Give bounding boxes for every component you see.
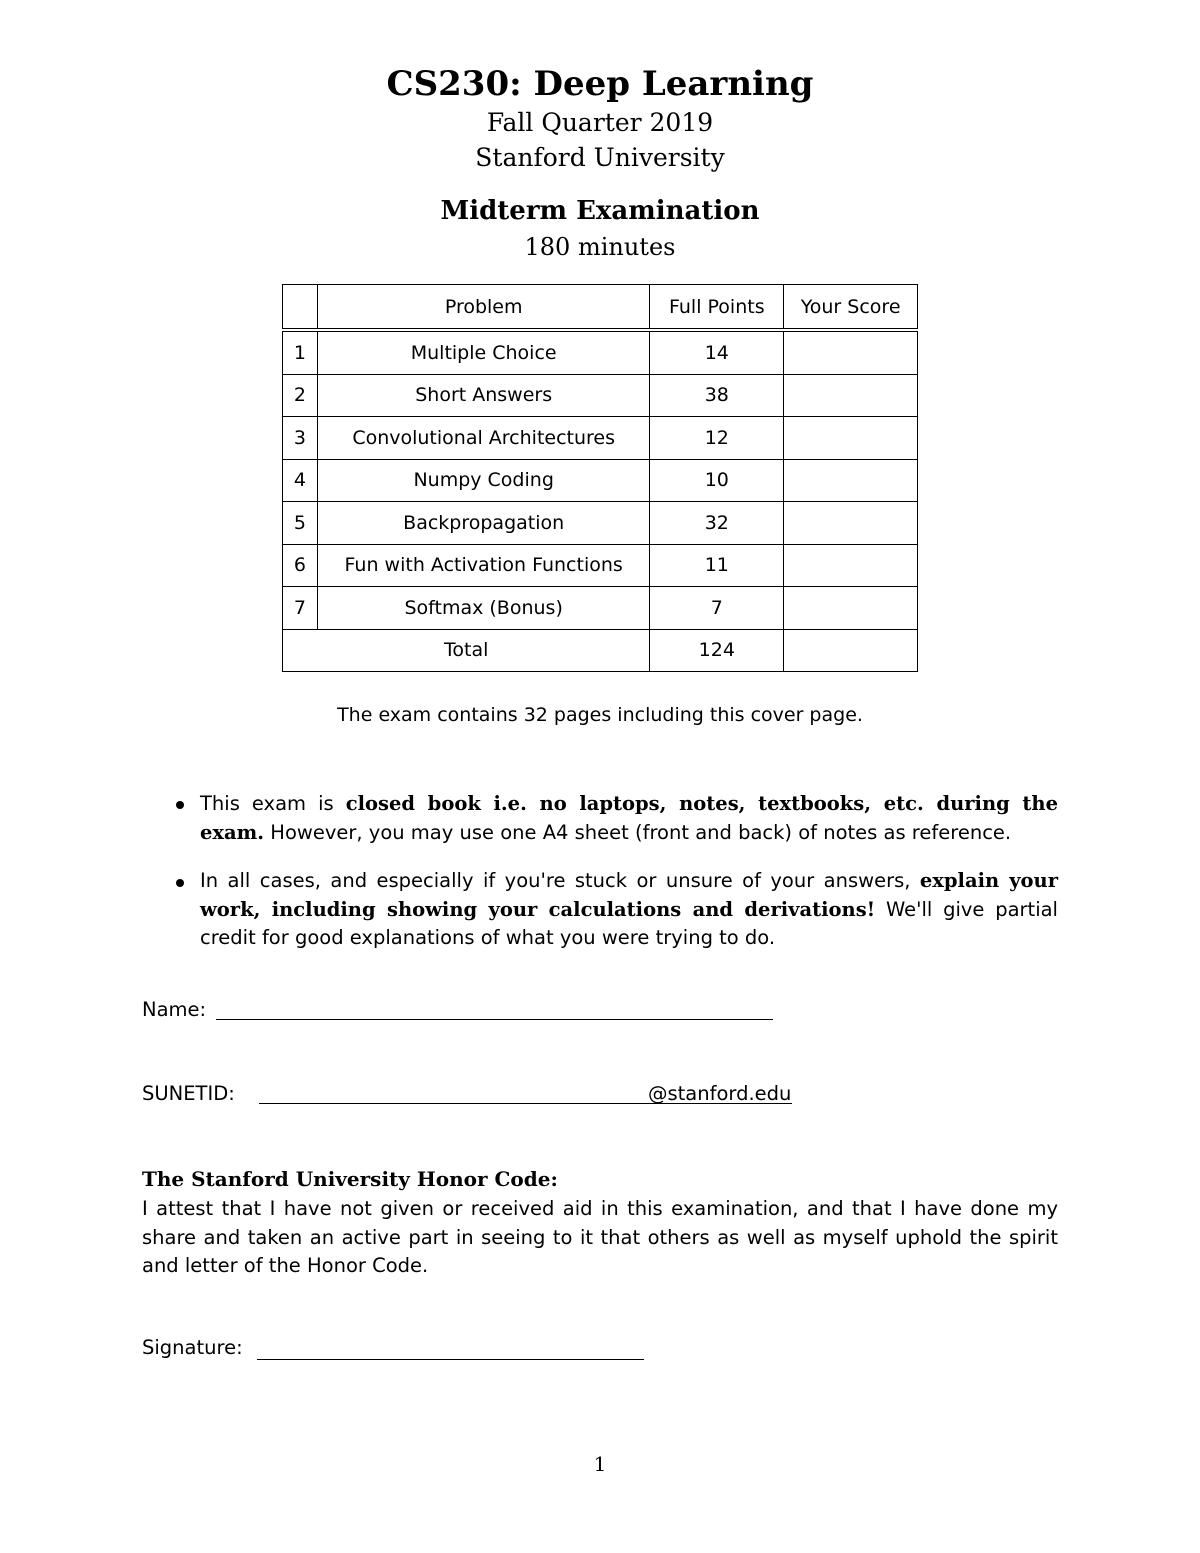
- bullet-icon: [176, 801, 184, 809]
- table-row: [283, 459, 918, 502]
- bullet-icon: [176, 879, 184, 887]
- header-num: [283, 285, 318, 331]
- problem-score: [784, 417, 918, 460]
- sunetid-domain: @stanford.edu: [648, 1082, 792, 1105]
- header-problem: Problem: [317, 285, 650, 331]
- table-row: [283, 544, 918, 587]
- sunetid-label: SUNETID:: [142, 1082, 235, 1105]
- problem-name: Fun with Activation Functions: [317, 544, 650, 587]
- instruction-emphasis: closed book i.e. no laptops, notes, textbooks, etc. during the exam.: [200, 792, 1058, 844]
- problem-number: 4: [283, 459, 318, 502]
- problem-number: 7: [283, 587, 318, 630]
- problem-name: Short Answers: [317, 374, 650, 417]
- term: Fall Quarter 2019: [486, 108, 714, 137]
- problem-points: 32: [650, 502, 784, 545]
- problem-points: 38: [650, 374, 784, 417]
- name-label: Name:: [142, 998, 207, 1021]
- problem-number: 2: [283, 374, 318, 417]
- total-points: 124: [650, 629, 784, 672]
- problem-score: [784, 502, 918, 545]
- page-number: 1: [593, 1452, 607, 1476]
- instruction-explain-work: [200, 867, 1058, 953]
- instruction-emphasis: explain your work, including showing your calculations and derivations!: [200, 869, 1059, 921]
- name-field[interactable]: [216, 1019, 773, 1020]
- total-label: Total: [283, 629, 650, 672]
- exam-title: Midterm Examination: [440, 196, 760, 226]
- problem-name: Multiple Choice: [317, 330, 650, 374]
- table-row: [283, 330, 918, 374]
- total-score: [784, 629, 918, 672]
- table-row: [283, 502, 918, 545]
- page-count-note: The exam contains 32 pages including this cover page.: [337, 704, 863, 726]
- table-row: [283, 374, 918, 417]
- problem-score: [784, 587, 918, 630]
- instruction-text: In all cases, and especially if you're stuck or unsure of your answers,: [200, 869, 920, 892]
- exam-duration: 180 minutes: [524, 233, 676, 261]
- instruction-text: We'll give partial credit for good explanations of what you were trying to do.: [200, 897, 1058, 949]
- problem-number: 5: [283, 502, 318, 545]
- problem-name: Softmax (Bonus): [317, 587, 650, 630]
- table-row: [283, 587, 918, 630]
- problem-points: 12: [650, 417, 784, 460]
- honor-code-text: I attest that I have not given or received aid in this examination, and that I have done my share and taken an active part in seeing to it that others as well as myself uphold the spirit and letter of the Honor Code.: [142, 1197, 1058, 1277]
- problem-points: 10: [650, 459, 784, 502]
- signature-field[interactable]: [257, 1359, 644, 1360]
- problem-points: 7: [650, 587, 784, 630]
- header-full-points: Full Points: [650, 285, 784, 331]
- table-row: [283, 417, 918, 460]
- problem-points: 11: [650, 544, 784, 587]
- problem-name: Convolutional Architectures: [317, 417, 650, 460]
- honor-code-heading: The Stanford University Honor Code:: [142, 1167, 558, 1191]
- instruction-closed-book: [200, 790, 1058, 847]
- instruction-text: This exam is: [200, 792, 346, 815]
- course-title: CS230: Deep Learning: [386, 64, 814, 104]
- table-total-row: [283, 629, 918, 672]
- problem-name: Backpropagation: [317, 502, 650, 545]
- signature-label: Signature:: [142, 1336, 243, 1359]
- problem-number: 3: [283, 417, 318, 460]
- problem-score: [784, 374, 918, 417]
- school-name: Stanford University: [475, 143, 725, 172]
- instruction-text: However, you may use one A4 sheet (front and back) of notes as reference.: [264, 820, 1012, 844]
- problem-number: 1: [283, 330, 318, 374]
- problem-score: [784, 330, 918, 374]
- problem-score: [784, 459, 918, 502]
- problem-points: 14: [650, 330, 784, 374]
- score-table: [282, 284, 918, 672]
- problem-score: [784, 544, 918, 587]
- problem-number: 6: [283, 544, 318, 587]
- problem-name: Numpy Coding: [317, 459, 650, 502]
- header-your-score: Your Score: [784, 285, 918, 331]
- table-header-row: [283, 285, 918, 331]
